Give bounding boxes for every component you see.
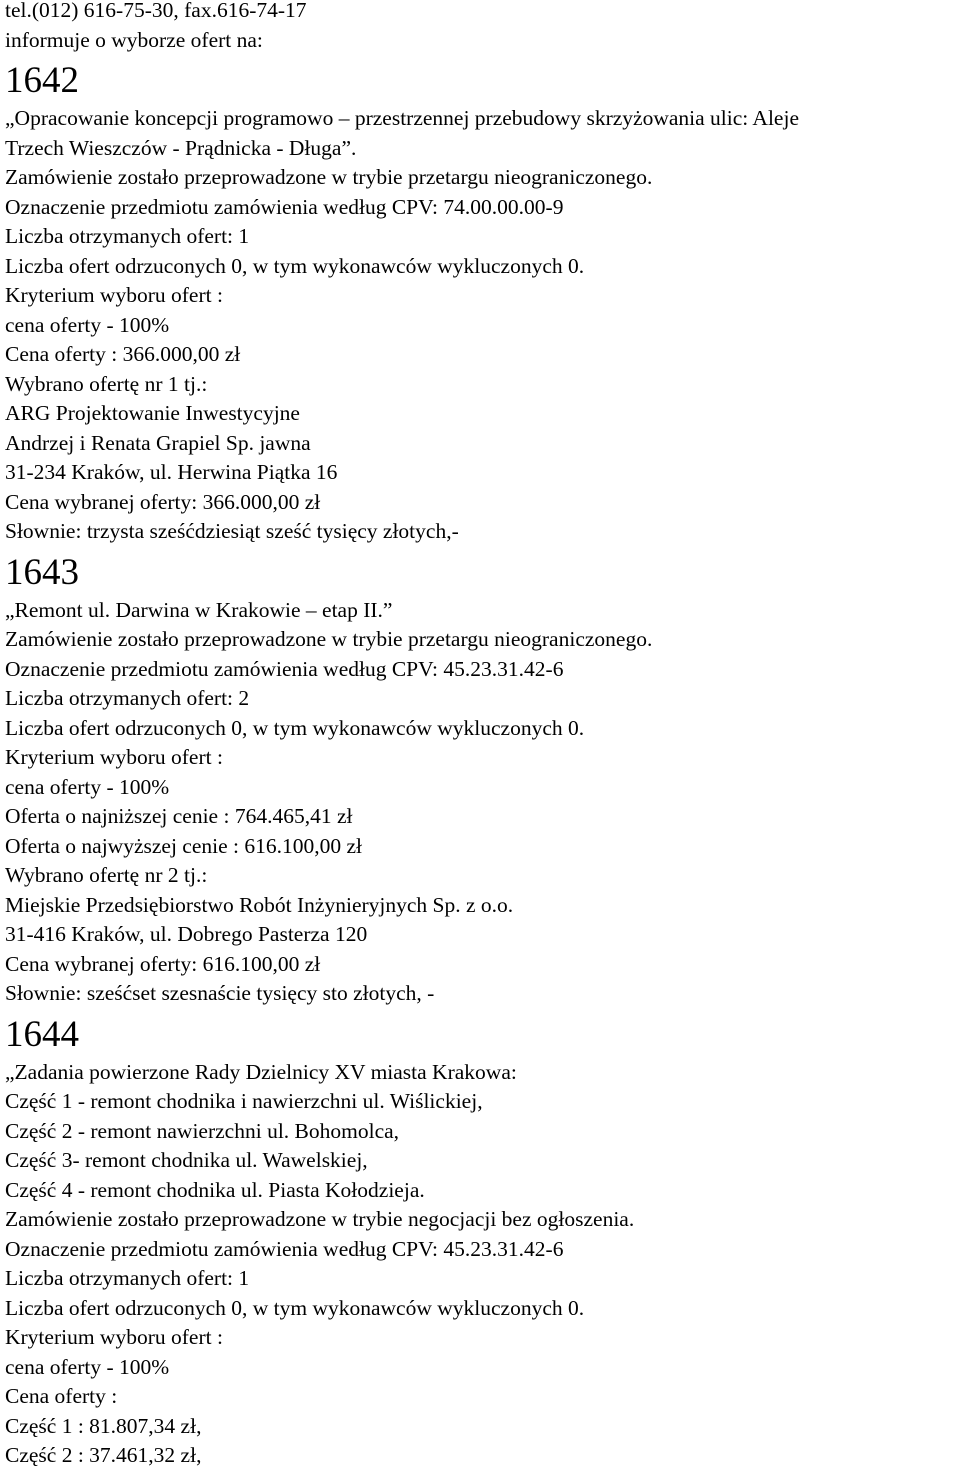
tender-line: Liczba ofert odrzuconych 0, w tym wykonawców wykluczonych 0. <box>5 1295 585 1320</box>
tender-number: 1643 <box>5 551 79 593</box>
tender-line: Oznaczenie przedmiotu zamówienia według CPV: 45.23.31.42-6 <box>5 1236 564 1261</box>
tender-line: Słownie: trzysta sześćdziesiąt sześć tysięcy złotych,- <box>5 519 459 543</box>
tender-line: Trzech Wieszczów - Prądnicka - Długa”. <box>5 135 357 160</box>
tender-line: cena oferty - 100% <box>5 312 170 337</box>
tender-line: Liczba ofert odrzuconych 0, w tym wykonawców wykluczonych 0. <box>5 715 585 740</box>
tender-section <box>5 547 957 1009</box>
tender-line: Oferta o najniższej cenie : 764.465,41 zł <box>5 804 353 828</box>
tender-line: Oznaczenie przedmiotu zamówienia według CPV: 45.23.31.42-6 <box>5 656 564 681</box>
tender-line: cena oferty - 100% <box>5 1354 170 1379</box>
tender-line: Cena oferty : <box>5 1384 118 1408</box>
tender-line: Część 1 - remont chodnika i nawierzchni ul. Wiślickiej, <box>5 1089 483 1113</box>
tender-line: Kryterium wyboru ofert : <box>5 1325 223 1349</box>
tender-line: Liczba otrzymanych ofert: 1 <box>5 224 250 248</box>
header-intro: informuje o wyborze ofert na: <box>5 27 263 52</box>
tender-line: cena oferty - 100% <box>5 774 170 799</box>
tender-line: Liczba otrzymanych ofert: 1 <box>5 1266 250 1290</box>
tender-list <box>5 55 957 1471</box>
tender-line: Zamówienie zostało przeprowadzone w trybie przetargu nieograniczonego. <box>5 627 653 651</box>
tender-line: „Remont ul. Darwina w Krakowie – etap II.” <box>5 597 393 622</box>
tender-line: Część 4 - remont chodnika ul. Piasta Kołodzieja. <box>5 1177 425 1202</box>
tender-number: 1642 <box>5 60 79 101</box>
tender-line: Wybrano ofertę nr 2 tj.: <box>5 863 208 887</box>
tender-line: Cena wybranej oferty: 616.100,00 zł <box>5 951 321 976</box>
tender-line: 31-416 Kraków, ul. Dobrego Pasterza 120 <box>5 922 368 946</box>
tender-line: Część 3- remont chodnika ul. Wawelskiej, <box>5 1148 368 1172</box>
tender-line: Słownie: sześćset szesnaście tysięcy sto złotych, - <box>5 981 435 1005</box>
tender-line: Cena oferty : 366.000,00 zł <box>5 342 241 366</box>
tender-line: „Opracowanie koncepcji programowo – przestrzennej przebudowy skrzyżowania ulic: Aleje <box>5 106 799 130</box>
tender-line: Część 2 - remont nawierzchni ul. Bohomolca, <box>5 1118 400 1143</box>
tender-line: Zamówienie zostało przeprowadzone w trybie przetargu nieograniczonego. <box>5 165 653 189</box>
tender-line: Część 1 : 81.807,34 zł, <box>5 1413 202 1438</box>
tender-line: Kryterium wyboru ofert : <box>5 283 223 307</box>
tender-line: Część 2 : 37.461,32 zł, <box>5 1443 202 1467</box>
tender-line: Miejskie Przedsiębiorstwo Robót Inżynieryjnych Sp. z o.o. <box>5 892 514 917</box>
tender-line: ARG Projektowanie Inwestycyjne <box>5 401 300 425</box>
tender-line: Kryterium wyboru ofert : <box>5 745 223 769</box>
tender-section <box>5 1009 957 1471</box>
tender-line: Wybrano ofertę nr 1 tj.: <box>5 371 208 396</box>
tender-line: Andrzej i Renata Grapiel Sp. jawna <box>5 430 311 455</box>
tender-line: Liczba ofert odrzuconych 0, w tym wykonawców wykluczonych 0. <box>5 253 585 278</box>
tender-section <box>5 55 957 547</box>
tender-number: 1644 <box>5 1013 79 1055</box>
document-page <box>5 0 957 1471</box>
header-contact: tel.(012) 616-75-30, fax.616-74-17 <box>5 0 307 22</box>
tender-line: „Zadania powierzone Rady Dzielnicy XV miasta Krakowa: <box>5 1059 517 1084</box>
tender-line: Cena wybranej oferty: 366.000,00 zł <box>5 489 321 514</box>
tender-line: Oznaczenie przedmiotu zamówienia według CPV: 74.00.00.00-9 <box>5 194 564 219</box>
tender-line: 31-234 Kraków, ul. Herwina Piątka 16 <box>5 460 338 484</box>
tender-line: Zamówienie zostało przeprowadzone w trybie negocjacji bez ogłoszenia. <box>5 1207 635 1231</box>
tender-line: Liczba otrzymanych ofert: 2 <box>5 686 250 710</box>
tender-line: Oferta o najwyższej cenie : 616.100,00 zł <box>5 833 363 858</box>
